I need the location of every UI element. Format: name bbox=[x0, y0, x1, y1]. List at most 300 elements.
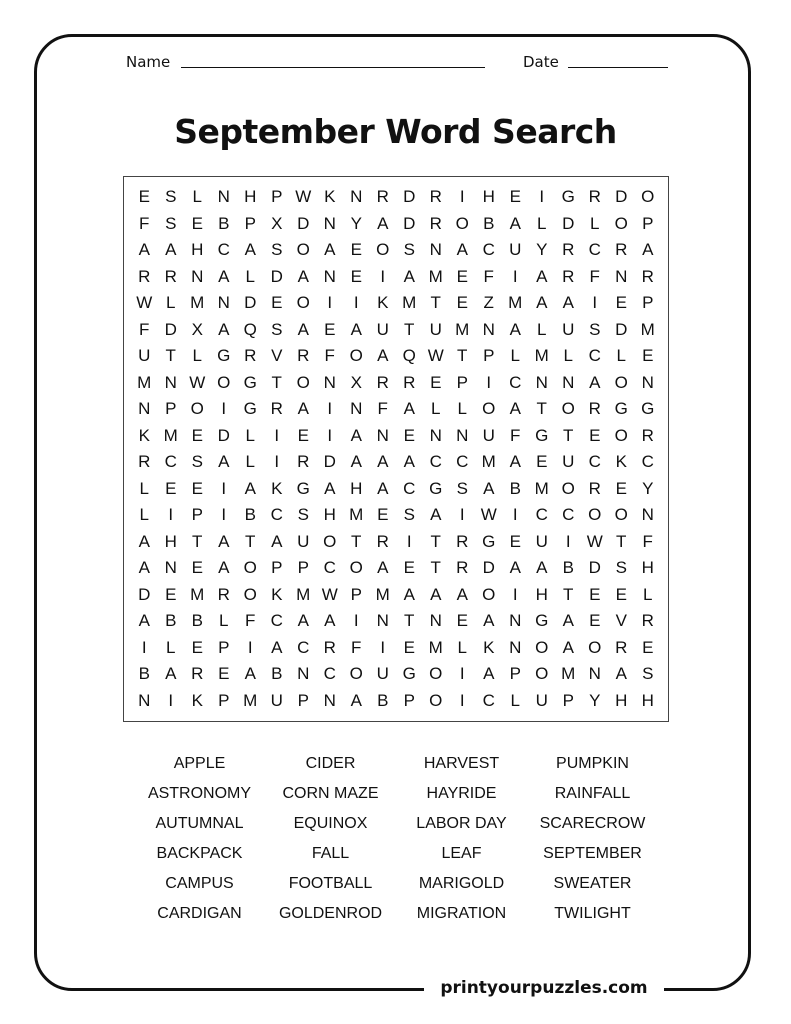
grid-letter: M bbox=[428, 637, 443, 657]
grid-letter: D bbox=[244, 293, 257, 312]
grid-letter: F bbox=[510, 425, 521, 445]
grid-letter: G bbox=[561, 187, 575, 206]
grid-letter: E bbox=[509, 187, 521, 206]
grid-letter: N bbox=[323, 266, 336, 286]
grid-row bbox=[131, 476, 661, 503]
grid-letter: E bbox=[589, 611, 601, 630]
grid-letter: O bbox=[296, 240, 310, 259]
grid-letter: M bbox=[163, 425, 178, 445]
grid-letter: N bbox=[191, 266, 204, 286]
grid-letter: M bbox=[190, 584, 205, 604]
grid-letter: O bbox=[455, 213, 469, 233]
grid-letter: N bbox=[323, 213, 336, 233]
grid-letter: H bbox=[191, 240, 204, 259]
grid-letter: E bbox=[509, 531, 521, 551]
grid-letter: A bbox=[509, 319, 521, 339]
grid-letter: C bbox=[323, 558, 336, 577]
grid-letter: P bbox=[297, 558, 309, 577]
grid-letter: R bbox=[191, 664, 204, 683]
grid-letter: O bbox=[535, 637, 549, 657]
grid-letter: Y bbox=[536, 240, 548, 259]
grid-letter: I bbox=[141, 637, 147, 657]
grid-letter: N bbox=[482, 319, 495, 339]
grid-letter: M bbox=[561, 664, 576, 683]
grid-letter: A bbox=[509, 213, 521, 233]
grid-letter: C bbox=[429, 452, 442, 471]
grid-letter: A bbox=[509, 399, 521, 418]
grid-letter: A bbox=[483, 611, 495, 630]
grid-letter: Q bbox=[243, 319, 257, 339]
grid-letter: T bbox=[536, 399, 547, 418]
grid-letter: A bbox=[403, 452, 415, 471]
grid-row bbox=[131, 635, 661, 662]
grid-letter: U bbox=[297, 531, 310, 551]
grid-letter: D bbox=[138, 584, 151, 604]
grid-letter: L bbox=[192, 187, 202, 206]
letter-grid bbox=[131, 184, 661, 714]
grid-letter: A bbox=[324, 611, 336, 630]
grid-letter: I bbox=[380, 266, 386, 286]
word-list-item: SEPTEMBER bbox=[543, 845, 642, 862]
grid-letter: P bbox=[483, 346, 495, 365]
grid-letter: W bbox=[189, 372, 206, 392]
grid-letter: O bbox=[376, 240, 390, 259]
grid-letter: K bbox=[271, 478, 283, 498]
grid-letter: L bbox=[590, 213, 600, 233]
grid-letter: U bbox=[376, 664, 389, 683]
grid-letter: U bbox=[482, 425, 495, 445]
grid-letter: I bbox=[459, 664, 465, 683]
grid-letter: O bbox=[243, 584, 257, 604]
grid-letter: D bbox=[615, 187, 628, 206]
grid-letter: A bbox=[165, 664, 177, 683]
date-line bbox=[568, 67, 668, 68]
grid-letter: N bbox=[323, 372, 336, 392]
grid-letter: A bbox=[377, 478, 389, 498]
grid-row bbox=[131, 396, 661, 423]
grid-letter: M bbox=[508, 293, 523, 312]
grid-letter: I bbox=[327, 293, 333, 312]
grid-letter: N bbox=[641, 372, 654, 392]
site-footer: printyourpuzzles.com bbox=[424, 973, 664, 1003]
grid-letter: E bbox=[165, 584, 177, 604]
grid-letter: S bbox=[456, 478, 468, 498]
grid-letter: O bbox=[482, 399, 496, 418]
grid-letter: K bbox=[138, 425, 150, 445]
grid-letter: E bbox=[615, 478, 627, 498]
grid-letter: E bbox=[589, 584, 601, 604]
grid-letter: B bbox=[271, 664, 283, 683]
grid-letter: C bbox=[482, 240, 495, 259]
grid-letter: E bbox=[430, 372, 442, 392]
grid-letter: P bbox=[562, 690, 574, 710]
grid-letter: L bbox=[192, 346, 202, 365]
grid-letter: I bbox=[512, 505, 518, 524]
grid-letter: A bbox=[244, 240, 256, 259]
grid-letter: A bbox=[138, 558, 150, 577]
grid-letter: M bbox=[375, 584, 390, 604]
grid-letter: C bbox=[588, 346, 601, 365]
grid-letter: C bbox=[535, 505, 548, 524]
grid-letter: L bbox=[431, 399, 441, 418]
grid-letter: K bbox=[324, 187, 336, 206]
grid-letter: T bbox=[430, 558, 441, 577]
grid-letter: L bbox=[219, 611, 229, 630]
name-label: Name bbox=[126, 53, 171, 71]
grid-letter: A bbox=[536, 293, 548, 312]
grid-letter: U bbox=[562, 319, 575, 339]
grid-letter: S bbox=[615, 558, 627, 577]
grid-letter: O bbox=[588, 637, 602, 657]
grid-letter: E bbox=[350, 266, 362, 286]
word-list-item: RAINFALL bbox=[554, 785, 631, 802]
grid-letter: L bbox=[537, 319, 547, 339]
grid-letter: A bbox=[218, 531, 230, 551]
grid-letter: K bbox=[483, 637, 495, 657]
grid-letter: R bbox=[376, 372, 389, 392]
grid-letter: D bbox=[297, 213, 310, 233]
grid-letter: R bbox=[244, 346, 257, 365]
grid-letter: F bbox=[139, 213, 150, 233]
grid-letter: E bbox=[165, 478, 177, 498]
grid-letter: A bbox=[350, 425, 362, 445]
grid-letter: Q bbox=[402, 346, 416, 365]
grid-letter: L bbox=[457, 637, 467, 657]
grid-letter: N bbox=[376, 611, 389, 630]
grid-letter: B bbox=[165, 611, 177, 630]
grid-letter: P bbox=[297, 690, 309, 710]
grid-letter: P bbox=[509, 664, 521, 683]
grid-letter: R bbox=[641, 425, 654, 445]
grid-letter: R bbox=[456, 531, 469, 551]
grid-letter: G bbox=[641, 399, 655, 418]
grid-letter: E bbox=[324, 319, 336, 339]
grid-letter: Y bbox=[350, 213, 362, 233]
grid-letter: S bbox=[165, 187, 177, 206]
grid-letter: A bbox=[456, 584, 468, 604]
grid-letter: P bbox=[642, 213, 654, 233]
word-search-grid bbox=[123, 176, 669, 722]
grid-letter: A bbox=[244, 664, 256, 683]
grid-letter: E bbox=[271, 293, 283, 312]
word-list-item: SWEATER bbox=[553, 875, 632, 892]
grid-letter: A bbox=[350, 319, 362, 339]
grid-letter: A bbox=[536, 558, 548, 577]
grid-letter: Y bbox=[589, 690, 601, 710]
grid-letter: E bbox=[642, 346, 654, 365]
grid-letter: T bbox=[404, 611, 415, 630]
grid-letter: A bbox=[244, 478, 256, 498]
grid-letter: M bbox=[402, 293, 417, 312]
grid-letter: P bbox=[218, 690, 230, 710]
grid-letter: A bbox=[218, 452, 230, 471]
grid-letter: R bbox=[429, 187, 442, 206]
grid-letter: I bbox=[459, 187, 465, 206]
grid-letter: A bbox=[509, 452, 521, 471]
grid-letter: A bbox=[218, 558, 230, 577]
grid-letter: A bbox=[377, 452, 389, 471]
word-list-item: BACKPACK bbox=[156, 845, 243, 862]
grid-letter: A bbox=[403, 584, 415, 604]
grid-letter: A bbox=[165, 240, 177, 259]
grid-letter: C bbox=[588, 452, 601, 471]
grid-letter: R bbox=[138, 452, 151, 471]
grid-letter: O bbox=[296, 372, 310, 392]
grid-letter: A bbox=[456, 240, 468, 259]
grid-letter: E bbox=[642, 637, 654, 657]
name-field bbox=[126, 53, 170, 71]
grid-letter: I bbox=[221, 399, 227, 418]
grid-letter: C bbox=[482, 690, 495, 710]
grid-letter: B bbox=[191, 611, 203, 630]
grid-letter: G bbox=[614, 399, 628, 418]
grid-letter: C bbox=[403, 478, 416, 498]
grid-letter: L bbox=[245, 452, 255, 471]
grid-letter: I bbox=[353, 293, 359, 312]
grid-letter: N bbox=[217, 187, 230, 206]
grid-letter: N bbox=[456, 425, 469, 445]
grid-letter: E bbox=[191, 478, 203, 498]
grid-letter: G bbox=[482, 531, 496, 551]
grid-letter: T bbox=[457, 346, 468, 365]
grid-row bbox=[131, 502, 661, 529]
grid-letter: M bbox=[190, 293, 205, 312]
grid-letter: M bbox=[534, 478, 549, 498]
grid-letter: U bbox=[535, 531, 548, 551]
grid-letter: N bbox=[535, 372, 548, 392]
grid-letter: R bbox=[615, 240, 628, 259]
grid-letter: O bbox=[561, 478, 575, 498]
grid-letter: A bbox=[350, 690, 362, 710]
grid-letter: E bbox=[615, 293, 627, 312]
word-list-item: EQUINOX bbox=[293, 815, 368, 832]
page-title: September Word Search bbox=[174, 112, 617, 151]
grid-letter: P bbox=[218, 637, 230, 657]
grid-letter: O bbox=[296, 293, 310, 312]
grid-letter: T bbox=[245, 531, 256, 551]
word-list-item: MIGRATION bbox=[416, 905, 507, 922]
grid-letter: L bbox=[245, 425, 255, 445]
grid-letter: P bbox=[244, 213, 256, 233]
grid-letter: C bbox=[588, 240, 601, 259]
grid-letter: I bbox=[512, 584, 518, 604]
grid-letter: P bbox=[165, 399, 177, 418]
grid-letter: D bbox=[562, 213, 575, 233]
grid-letter: T bbox=[563, 584, 574, 604]
grid-letter: M bbox=[455, 319, 470, 339]
grid-letter: T bbox=[271, 372, 282, 392]
grid-letter: T bbox=[351, 531, 362, 551]
grid-letter: I bbox=[486, 372, 492, 392]
grid-letter: T bbox=[430, 531, 441, 551]
grid-letter: P bbox=[271, 187, 283, 206]
word-list-item: TWILIGHT bbox=[554, 905, 631, 922]
grid-letter: E bbox=[297, 425, 309, 445]
grid-letter: D bbox=[270, 266, 283, 286]
grid-letter: R bbox=[138, 266, 151, 286]
grid-row bbox=[131, 449, 661, 476]
grid-row bbox=[131, 264, 661, 291]
word-list-item: CIDER bbox=[305, 755, 356, 772]
grid-letter: E bbox=[191, 637, 203, 657]
grid-letter: E bbox=[191, 425, 203, 445]
grid-letter: I bbox=[592, 293, 598, 312]
grid-letter: G bbox=[243, 372, 257, 392]
grid-letter: A bbox=[350, 452, 362, 471]
grid-letter: F bbox=[324, 346, 335, 365]
grid-letter: H bbox=[482, 187, 495, 206]
grid-letter: B bbox=[509, 478, 521, 498]
grid-letter: O bbox=[482, 584, 496, 604]
grid-letter: U bbox=[535, 690, 548, 710]
grid-letter: C bbox=[562, 505, 575, 524]
grid-letter: C bbox=[297, 637, 310, 657]
grid-letter: A bbox=[509, 558, 521, 577]
grid-letter: B bbox=[377, 690, 389, 710]
grid-letter: N bbox=[429, 611, 442, 630]
grid-row bbox=[131, 184, 661, 211]
grid-letter: I bbox=[565, 531, 571, 551]
grid-letter: A bbox=[642, 240, 654, 259]
grid-letter: A bbox=[297, 319, 309, 339]
grid-letter: F bbox=[589, 266, 600, 286]
grid-letter: A bbox=[297, 611, 309, 630]
grid-letter: M bbox=[640, 319, 655, 339]
grid-letter: L bbox=[166, 293, 176, 312]
grid-letter: T bbox=[192, 531, 203, 551]
grid-letter: N bbox=[429, 240, 442, 259]
grid-letter: E bbox=[218, 664, 230, 683]
grid-letter: D bbox=[403, 213, 416, 233]
grid-letter: D bbox=[482, 558, 495, 577]
grid-letter: I bbox=[221, 478, 227, 498]
grid-letter: E bbox=[350, 240, 362, 259]
grid-letter: F bbox=[245, 611, 256, 630]
grid-letter: R bbox=[456, 558, 469, 577]
grid-row bbox=[131, 211, 661, 238]
word-list bbox=[134, 754, 659, 923]
grid-letter: R bbox=[588, 187, 601, 206]
grid-letter: X bbox=[271, 213, 283, 233]
grid-letter: R bbox=[429, 213, 442, 233]
word-list-item: AUTUMNAL bbox=[155, 815, 244, 832]
grid-letter: X bbox=[350, 372, 362, 392]
grid-letter: H bbox=[615, 690, 628, 710]
grid-letter: P bbox=[191, 505, 203, 524]
grid-letter: L bbox=[537, 213, 547, 233]
grid-letter: N bbox=[164, 558, 177, 577]
grid-letter: I bbox=[539, 187, 545, 206]
grid-letter: O bbox=[323, 531, 337, 551]
word-list-item: HARVEST bbox=[423, 755, 500, 772]
grid-letter: R bbox=[562, 240, 575, 259]
grid-letter: E bbox=[138, 187, 150, 206]
grid-letter: O bbox=[190, 399, 204, 418]
grid-letter: O bbox=[349, 558, 363, 577]
grid-letter: A bbox=[562, 637, 574, 657]
grid-letter: N bbox=[138, 399, 151, 418]
word-list-item: GOLDENROD bbox=[278, 905, 383, 922]
grid-letter: O bbox=[561, 399, 575, 418]
grid-letter: E bbox=[403, 425, 415, 445]
grid-letter: B bbox=[562, 558, 574, 577]
grid-letter: O bbox=[614, 425, 628, 445]
grid-row bbox=[131, 661, 661, 688]
grid-letter: A bbox=[297, 399, 309, 418]
grid-letter: T bbox=[430, 293, 441, 312]
grid-letter: O bbox=[614, 213, 628, 233]
grid-letter: M bbox=[534, 346, 549, 365]
grid-letter: E bbox=[589, 425, 601, 445]
word-list-item: PUMPKIN bbox=[556, 755, 629, 772]
word-list-item: CARDIGAN bbox=[157, 905, 242, 922]
grid-letter: A bbox=[403, 266, 415, 286]
grid-letter: M bbox=[428, 266, 443, 286]
grid-letter: N bbox=[588, 664, 601, 683]
grid-letter: O bbox=[429, 664, 443, 683]
grid-letter: U bbox=[376, 319, 389, 339]
grid-row bbox=[131, 290, 661, 317]
grid-letter: N bbox=[641, 505, 654, 524]
grid-letter: I bbox=[327, 399, 333, 418]
grid-letter: N bbox=[138, 690, 151, 710]
grid-letter: O bbox=[535, 664, 549, 683]
grid-row bbox=[131, 370, 661, 397]
grid-letter: A bbox=[324, 240, 336, 259]
grid-letter: S bbox=[191, 452, 203, 471]
grid-letter: N bbox=[350, 399, 363, 418]
grid-letter: A bbox=[138, 531, 150, 551]
grid-letter: A bbox=[536, 266, 548, 286]
grid-letter: E bbox=[377, 505, 389, 524]
grid-letter: I bbox=[512, 266, 518, 286]
grid-letter: L bbox=[510, 690, 520, 710]
grid-letter: I bbox=[168, 690, 174, 710]
grid-letter: P bbox=[456, 372, 468, 392]
grid-letter: A bbox=[271, 531, 283, 551]
grid-letter: C bbox=[164, 452, 177, 471]
grid-letter: U bbox=[562, 452, 575, 471]
grid-letter: E bbox=[191, 558, 203, 577]
grid-letter: Z bbox=[483, 293, 494, 312]
grid-letter: P bbox=[403, 690, 415, 710]
grid-letter: H bbox=[164, 531, 177, 551]
grid-letter: D bbox=[403, 187, 416, 206]
grid-letter: L bbox=[139, 478, 149, 498]
grid-letter: R bbox=[217, 584, 230, 604]
grid-letter: N bbox=[350, 187, 363, 206]
grid-letter: A bbox=[562, 293, 574, 312]
grid-letter: A bbox=[615, 664, 627, 683]
grid-letter: A bbox=[324, 478, 336, 498]
grid-letter: S bbox=[165, 213, 177, 233]
grid-letter: K bbox=[377, 293, 389, 312]
grid-letter: W bbox=[427, 346, 444, 365]
grid-letter: F bbox=[139, 319, 150, 339]
grid-letter: L bbox=[166, 637, 176, 657]
grid-letter: E bbox=[403, 637, 415, 657]
date-field bbox=[523, 53, 559, 71]
grid-letter: L bbox=[643, 584, 653, 604]
grid-row bbox=[131, 423, 661, 450]
grid-letter: U bbox=[270, 690, 283, 710]
grid-letter: A bbox=[138, 611, 150, 630]
grid-letter: V bbox=[271, 346, 283, 365]
grid-letter: N bbox=[562, 372, 575, 392]
grid-row bbox=[131, 529, 661, 556]
grid-letter: N bbox=[164, 372, 177, 392]
grid-letter: N bbox=[615, 266, 628, 286]
